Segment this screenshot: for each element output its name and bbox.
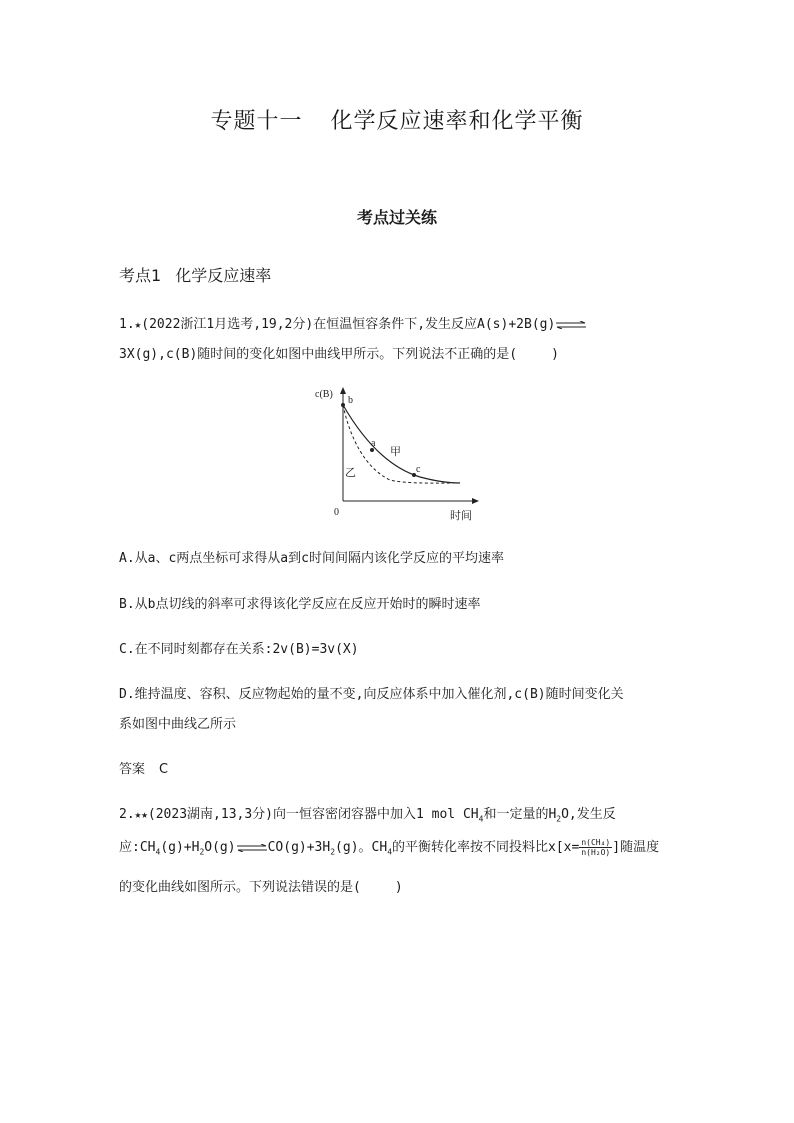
origin-label: 0 (334, 507, 339, 518)
series-jia-label: 甲 (390, 445, 401, 458)
q1-option-a: A.从a、c两点坐标可求得从a到c时间间隔内该化学反应的平均速率 (119, 551, 504, 566)
y-axis-label: c(B) (315, 389, 333, 400)
q2-line2-c: O(g) (204, 840, 236, 855)
q2-number: 2. (119, 807, 135, 822)
point-b (341, 403, 345, 407)
difficulty-star-icon: ★ (134, 318, 142, 331)
ratio-prefix: [x= (555, 840, 580, 855)
page-title (0, 104, 794, 135)
q2-line1-text: 向一恒容密闭容器中加入1 mol CH (273, 807, 479, 822)
point-c-label: c (416, 464, 421, 475)
q1-stem-line1 (119, 313, 587, 332)
q1-stem-close: ) (551, 347, 559, 362)
series-jia-line (343, 405, 460, 483)
point-b-label: b (348, 395, 353, 406)
q2-line1-tail-sub: 2 (556, 814, 562, 824)
section-number: 考点1 (119, 266, 162, 285)
answer-label: 答案 (119, 762, 146, 777)
series-yi-line (343, 405, 460, 483)
section-heading (119, 263, 271, 286)
q1-stem-line2 (119, 343, 559, 362)
concentration-time-chart (310, 383, 490, 525)
q2-source: (2023湖南,13,3分) (147, 807, 273, 822)
q2-line2-e-sub: 4 (387, 847, 393, 857)
x-axis-label: 时间 (450, 509, 472, 522)
point-a-label: a (371, 438, 376, 449)
q1-answer (119, 758, 168, 777)
q2-line1-tail: 和一定量的H (483, 807, 557, 822)
q2-stem-line1 (119, 803, 616, 824)
q2-line2-a: 应:CH (119, 840, 156, 855)
equilibrium-arrow-icon (555, 321, 587, 329)
q2-line2-a-sub: 4 (155, 847, 161, 857)
section-name: 化学反应速率 (175, 266, 272, 285)
q2-line1-end: O,发生反 (561, 807, 616, 822)
difficulty-stars-icon: ★★ (134, 808, 148, 821)
q2-line3-close: ) (394, 880, 403, 895)
q2-line1-sub: 4 (478, 814, 484, 824)
q1-stem-part2: 3X(g),c(B)随时间的变化如图中曲线甲所示。下列说法不正确的是( (119, 347, 518, 362)
ratio-denominator: n(H₂O) (581, 848, 611, 857)
answer-value: C (159, 762, 169, 777)
q2-line3-text: 的变化曲线如图所示。下列说法错误的是( (119, 880, 361, 895)
q1-option-c: C.在不同时刻都存在关系:2v(B)=3v(X) (119, 642, 359, 657)
y-axis-arrow-icon (340, 387, 346, 394)
q2-line2-d-sub: 2 (330, 847, 336, 857)
equilibrium-arrow-icon (236, 844, 268, 852)
title-part1: 专题十一 (210, 109, 303, 134)
q1-number: 1. (119, 317, 135, 332)
q1-option-d-line2: 系如图中曲线乙所示 (119, 717, 237, 732)
q2-line2-d: CO(g)+3H (267, 840, 331, 855)
q2-line2-b: (g)+H (160, 840, 200, 855)
x-axis-arrow-icon (472, 498, 479, 504)
q2-stem-line2 (119, 836, 659, 857)
q2-line2-e: (g)。CH (335, 840, 388, 855)
ratio-suffix: ] (612, 840, 621, 855)
q1-option-d-line1: D.维持温度、容积、反应物起始的量不变,向反应体系中加入催化剂,c(B)随时间变化关 (119, 687, 624, 702)
q1-option-b: B.从b点切线的斜率可求得该化学反应在反应开始时的瞬时速率 (119, 597, 481, 612)
title-part2: 化学反应速率和化学平衡 (330, 109, 584, 134)
series-yi-label: 乙 (345, 466, 356, 479)
q1-stem-part1: 在恒温恒容条件下,发生反应A(s)+2B(g) (313, 317, 556, 332)
q2-stem-line3 (119, 876, 403, 895)
page-subtitle: 考点过关练 (356, 208, 437, 227)
ratio-fraction (579, 838, 612, 857)
q2-line2-b-sub: 2 (199, 847, 205, 857)
ratio-numerator: n(CH₄) (581, 838, 611, 847)
q2-line2-f: 的平衡转化率按不同投料比x (392, 840, 556, 855)
q2-line2-g: 随温度 (620, 840, 660, 855)
q1-source: (2022浙江1月选考,19,2分) (141, 317, 314, 332)
